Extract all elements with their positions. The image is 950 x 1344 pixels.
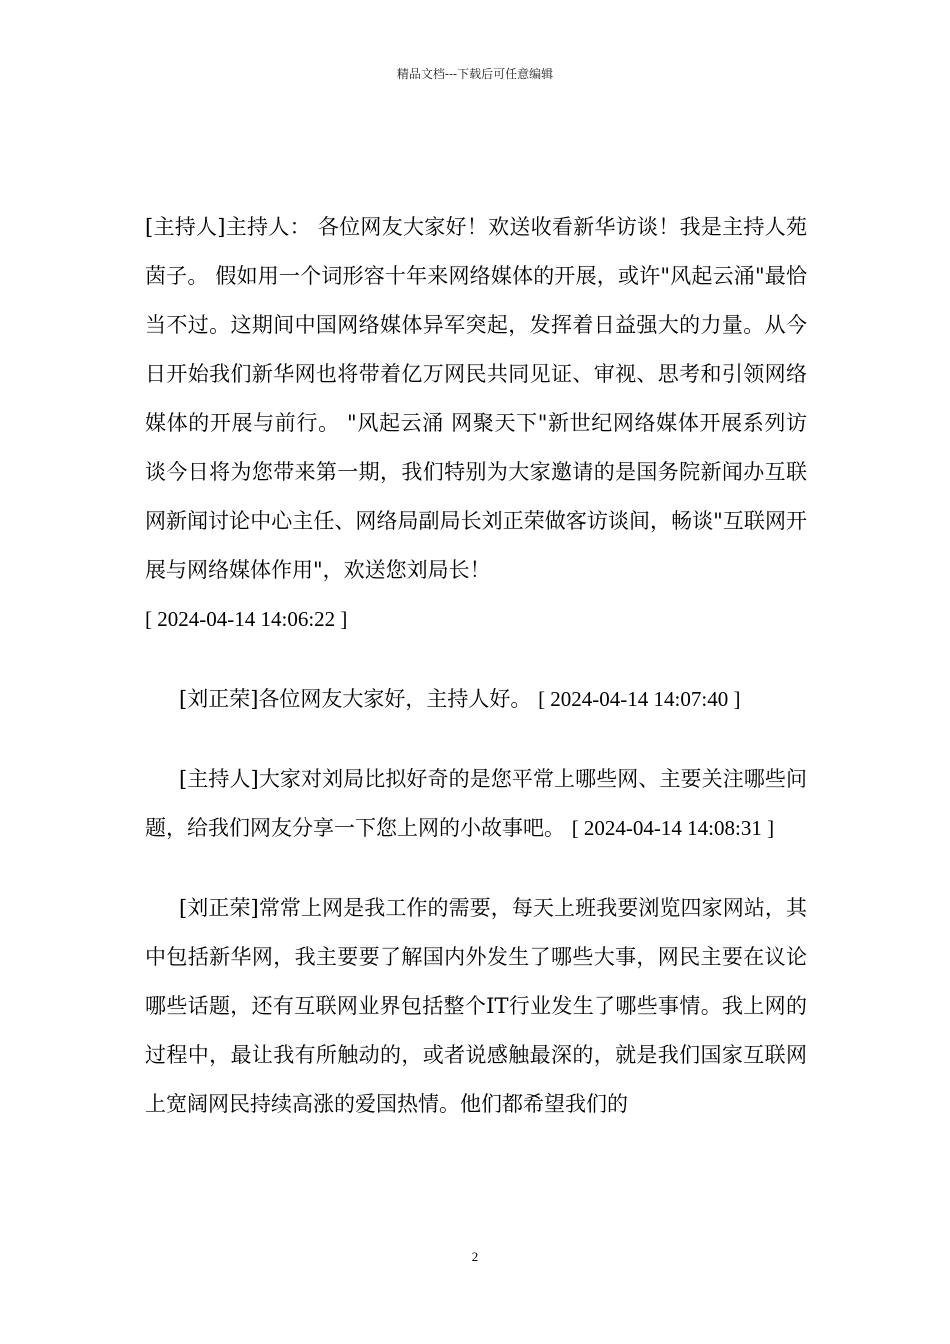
timestamp: [ 2024-04-14 14:07:40 ] bbox=[538, 687, 741, 711]
paragraph-text: [主持人]主持人： 各位网友大家好！欢送收看新华访谈！我是主持人苑茵子。 假如用一个词形容十年来网络媒体的开展，或许"风起云涌"最恰当不过。这期间中国网络媒体异军突起，发挥着日益强大的力量。从今日开始我们新华网也将带着亿万网民共同见证、审视、思考和引领网络媒体的开展与前行。 "风起云涌 网聚天下"新世纪网络媒体开展系列访谈今日将为您带来第一期，我们特别为大家邀请的是国务院新闻办互联网新闻讨论中心主任、网络局副局长刘正荣做客访谈间，畅谈"互联网开展与网络媒体作用"，欢送您刘局长！ bbox=[145, 215, 807, 582]
paragraph-guest-greeting bbox=[145, 675, 807, 724]
timestamp: [ 2024-04-14 14:06:22 ] bbox=[145, 607, 348, 631]
document-body bbox=[145, 203, 807, 1129]
page-number: 2 bbox=[471, 1249, 479, 1264]
paragraph-text: [刘正荣]常常上网是我工作的需要，每天上班我要浏览四家网站，其中包括新华网，我主要要了解国内外发生了哪些大事，网民主要在议论哪些话题，还有互联网业界包括整个IT行业发生了哪些事情。我上网的过程中，最让我有所触动的，或者说感触最深的，就是我们国家互联网上宽阔网民持续高涨的爱国热情。他们都希望我们的 bbox=[145, 896, 807, 1116]
paragraph-host-question bbox=[145, 755, 807, 853]
paragraph-text: [刘正荣]各位网友大家好，主持人好。 bbox=[179, 687, 539, 711]
timestamp: [ 2024-04-14 14:08:31 ] bbox=[571, 816, 775, 840]
paragraph-text: [主持人]大家对刘局比拟好奇的是您平常上哪些网、主要关注哪些问题，给我们网友分享一下您上网的小故事吧。 bbox=[145, 767, 807, 840]
paragraph-host-intro bbox=[145, 203, 807, 644]
paragraph-guest-answer bbox=[145, 884, 807, 1129]
page-header: 精品文档---下载后可任意编辑 bbox=[396, 67, 554, 81]
